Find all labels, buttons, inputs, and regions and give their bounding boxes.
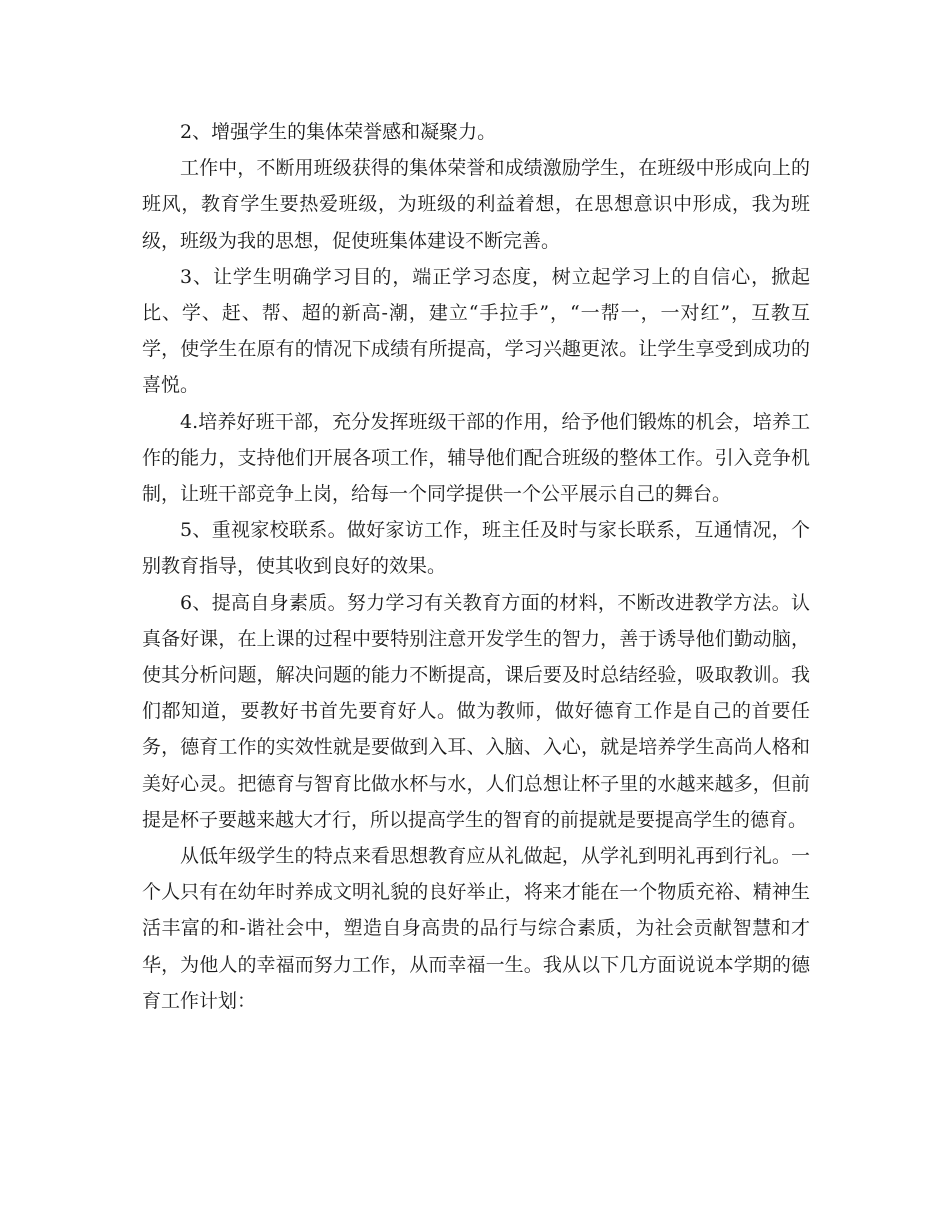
paragraph-item-3: 3、让学生明确学习目的，端正学习态度，树立起学习上的自信心，掀起比、学、赶、帮、超的新高-潮，建立“手拉手”，“一帮一，一对红”，互教互学，使学生在原有的情况下成绩有所提高，学习兴趣更浓。让学生享受到成功的喜悦。 <box>142 265 810 397</box>
paragraph-item-4: 4.培养好班干部，充分发挥班级干部的作用，给予他们锻炼的机会，培养工作的能力，支持他们开展各项工作，辅导他们配合班级的整体工作。引入竞争机制，让班干部竞争上岗，给每一个同学提供一个公平展示自己的舞台。 <box>142 410 810 506</box>
paragraph-item-5: 5、重视家校联系。做好家访工作，班主任及时与家长联系，互通情况，个别教育指导，使其收到良好的效果。 <box>142 519 810 578</box>
paragraph-class-honor: 工作中，不断用班级获得的集体荣誉和成绩激励学生，在班级中形成向上的班风，教育学生要热爱班级，为班级的利益着想，在思想意识中形成，我为班级，班级为我的思想，促使班集体建设不断完善。 <box>142 157 810 252</box>
paragraph-item-2: 2、增强学生的集体荣誉感和凝聚力。 <box>180 121 497 143</box>
paragraph-item-6: 6、提高自身素质。努力学习有关教育方面的材料，不断改进教学方法。认真备好课，在上课的过程中要特别注意开发学生的智力，善于诱导他们勤动脑，使其分析问题，解决问题的能力不断提高，课后要及时总结经验，吸取教训。我们都知道，要教好书首先要育好人。做为教师，做好德育工作是自己的首要任务，德育工作的实效性就是要做到入耳、入脑、入心，就是培养学生高尚人格和美好心灵。把德育与智育比做水杯与水，人们总想让杯子里的水越来越多，但前提是杯子要越来越大才行，所以提高学生的智育的前提就是要提高学生的德育。 <box>142 591 810 831</box>
document-body <box>142 114 810 1019</box>
paragraph-moral-education-plan: 从低年级学生的特点来看思想教育应从礼做起，从学礼到明礼再到行礼。一个人只有在幼年时养成文明礼貌的良好举止，将来才能在一个物质充裕、精神生活丰富的和-谐社会中，塑造自身高贵的品行与综合素质，为社会贡献智慧和才华，为他人的幸福而努力工作，从而幸福一生。我从以下几方面说说本学期的德育工作计划： <box>142 845 810 1012</box>
